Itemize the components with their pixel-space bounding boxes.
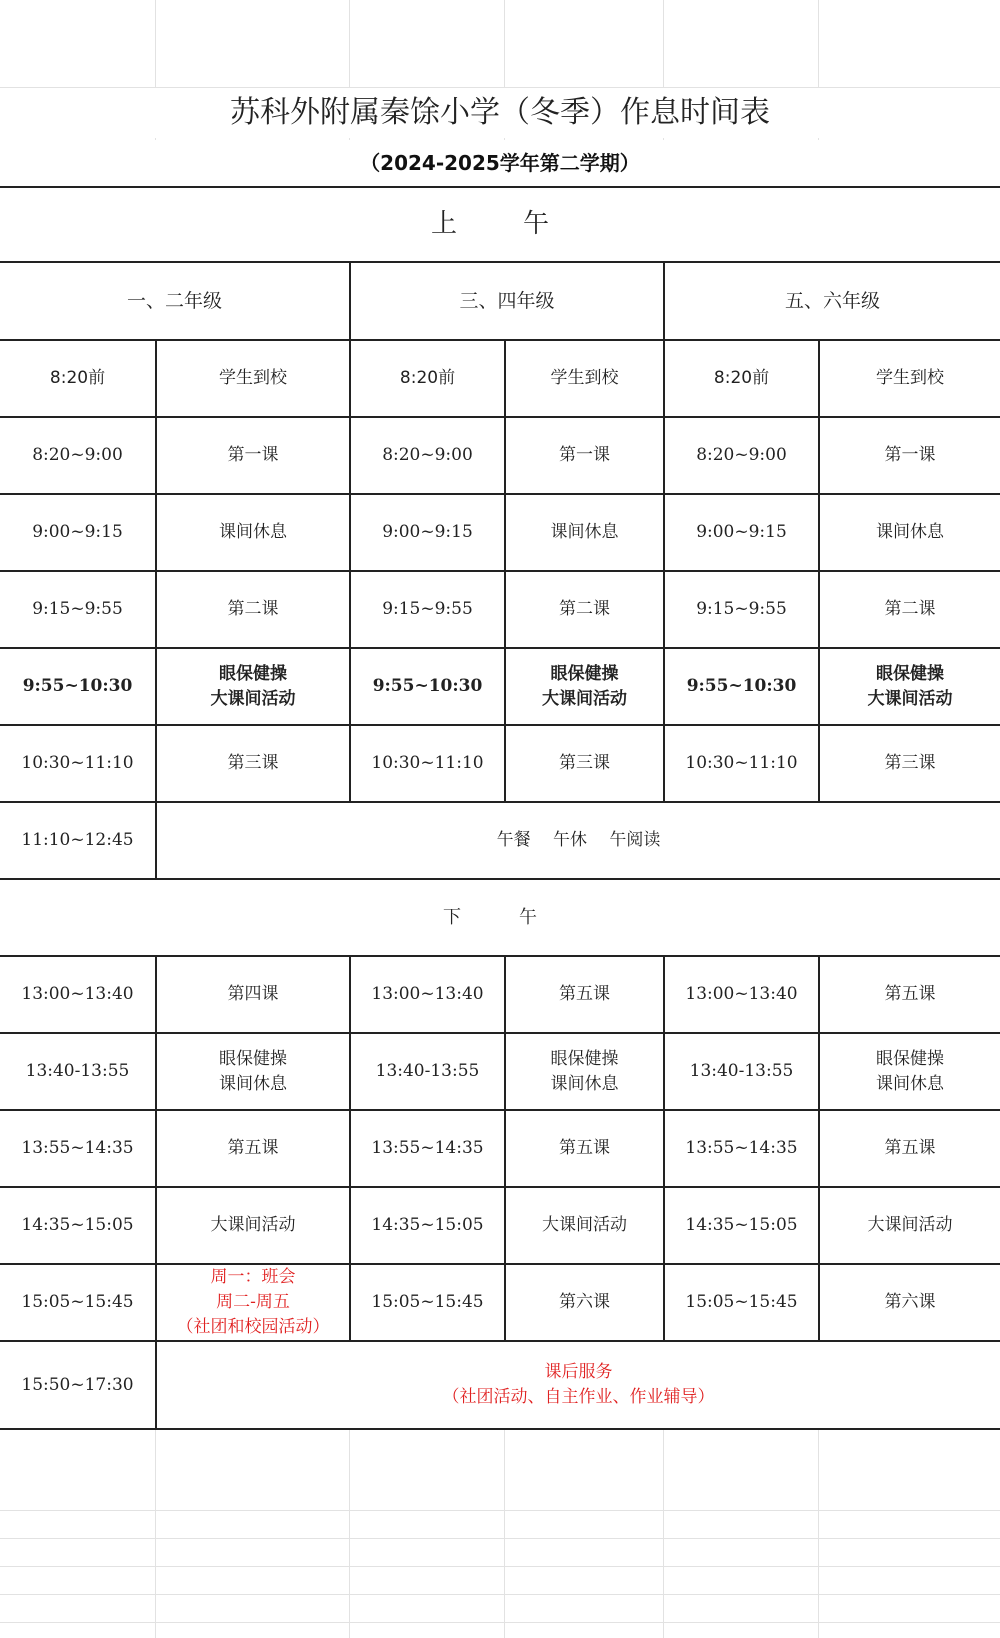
activity-cell xyxy=(819,1264,1000,1341)
time-cell: 10:30~11:10 xyxy=(0,725,156,802)
table-row xyxy=(0,1110,1000,1187)
time-cell: 13:40-13:55 xyxy=(0,1033,156,1110)
morning-heading: 上 午 xyxy=(0,187,1000,262)
activity-cell-line: 第五课 xyxy=(559,1138,610,1158)
activity-cell xyxy=(156,725,350,802)
activity-cell xyxy=(156,1264,350,1341)
table-row xyxy=(0,725,1000,802)
time-cell: 8:20~9:00 xyxy=(664,417,819,494)
activity-cell xyxy=(819,417,1000,494)
table-row xyxy=(0,1033,1000,1110)
time-cell: 9:55~10:30 xyxy=(350,648,505,725)
activity-cell-line: 第三课 xyxy=(559,753,610,773)
time-cell: 11:10~12:45 xyxy=(0,802,156,879)
activity-cell-line: 第二课 xyxy=(227,599,279,619)
activity-cell xyxy=(819,494,1000,571)
activity-cell-line: 第一课 xyxy=(884,445,936,465)
activity-cell-line: 第三课 xyxy=(884,753,936,773)
grade-header: 五、六年级 xyxy=(664,262,1000,340)
activity-cell xyxy=(505,725,664,802)
time-cell: 13:00~13:40 xyxy=(350,956,505,1033)
activity-cell xyxy=(156,648,350,725)
activity-cell-line: 大课间活动 xyxy=(542,1215,627,1235)
activity-cell-line: 大课间活动 xyxy=(867,1215,953,1235)
page-subtitle: （2024-2025学年第二学期） xyxy=(0,140,1000,186)
activity-cell-line: 第五课 xyxy=(884,984,936,1004)
activity-cell-line: （社团和校园活动） xyxy=(176,1317,330,1337)
grade-header: 一、二年级 xyxy=(0,262,350,340)
after-school-row xyxy=(0,1341,1000,1429)
activity-cell xyxy=(505,1187,664,1264)
time-cell: 15:05~15:45 xyxy=(350,1264,505,1341)
table-row xyxy=(0,417,1000,494)
table-row xyxy=(0,956,1000,1033)
activity-cell-line: 第五课 xyxy=(884,1138,936,1158)
activity-cell-line: 眼保健操 xyxy=(550,1048,619,1069)
activity-cell-line: 大课间活动 xyxy=(542,688,627,709)
activity-cell-line: 眼保健操 xyxy=(876,663,945,684)
grade-header: 三、四年级 xyxy=(350,262,664,340)
activity-cell-line: 课间休息 xyxy=(219,1073,287,1094)
time-cell: 8:20~9:00 xyxy=(350,417,505,494)
activity-cell xyxy=(156,1110,350,1187)
time-cell: 13:40-13:55 xyxy=(350,1033,505,1110)
time-cell: 9:15~9:55 xyxy=(0,571,156,648)
time-cell: 13:55~14:35 xyxy=(0,1110,156,1187)
time-cell: 9:00~9:15 xyxy=(0,494,156,571)
table-row xyxy=(0,648,1000,725)
activity-cell-line: 课间休息 xyxy=(550,1073,619,1094)
activity-cell-line: 第三课 xyxy=(227,753,279,773)
activity-cell xyxy=(505,648,664,725)
activity-cell-line: 眼保健操 xyxy=(219,663,287,684)
activity-cell-line: 课间休息 xyxy=(219,522,287,542)
lunch-activity: 午餐 午休 午阅读 xyxy=(156,802,1000,879)
activity-cell xyxy=(819,956,1000,1033)
activity-cell-line: 眼保健操 xyxy=(876,1048,945,1069)
activity-cell-line: 课间休息 xyxy=(876,522,945,542)
time-cell: 13:40-13:55 xyxy=(664,1033,819,1110)
table-row xyxy=(0,494,1000,571)
activity-cell xyxy=(505,956,664,1033)
activity-cell-line: 第四课 xyxy=(227,984,279,1004)
activity-cell xyxy=(156,1187,350,1264)
time-cell: 13:55~14:35 xyxy=(664,1110,819,1187)
time-cell: 9:15~9:55 xyxy=(664,571,819,648)
grade-header-row xyxy=(0,262,1000,340)
activity-cell-line: 第五课 xyxy=(559,984,610,1004)
activity-cell xyxy=(505,571,664,648)
table-row xyxy=(0,1264,1000,1341)
activity-cell xyxy=(505,417,664,494)
activity-cell-line: 眼保健操 xyxy=(550,663,619,684)
time-cell: 10:30~11:10 xyxy=(664,725,819,802)
morning-header-row xyxy=(0,187,1000,262)
time-cell: 13:00~13:40 xyxy=(664,956,819,1033)
activity-cell-line: 第六课 xyxy=(884,1292,936,1312)
activity-cell xyxy=(156,571,350,648)
page-title: 苏科外附属秦馀小学（冬季）作息时间表 xyxy=(0,88,1000,138)
activity-cell-line: 第一课 xyxy=(227,445,279,465)
activity-cell xyxy=(819,1033,1000,1110)
time-cell: 8:20前 xyxy=(664,340,819,417)
time-cell: 8:20前 xyxy=(0,340,156,417)
time-cell: 10:30~11:10 xyxy=(350,725,505,802)
activity-cell xyxy=(156,494,350,571)
activity-cell xyxy=(819,1187,1000,1264)
after-school-activity xyxy=(156,1341,1000,1429)
activity-cell-line: 眼保健操 xyxy=(219,1048,287,1069)
activity-cell-line: 第二课 xyxy=(559,599,610,619)
activity-cell xyxy=(819,648,1000,725)
activity-cell-line: 学生到校 xyxy=(550,368,619,388)
activity-cell xyxy=(505,340,664,417)
after-school-title: 课后服务 xyxy=(544,1362,613,1382)
time-cell: 14:35~15:05 xyxy=(350,1187,505,1264)
activity-cell-line: 第六课 xyxy=(559,1292,610,1312)
table-row xyxy=(0,340,1000,417)
activity-cell-line: 课间休息 xyxy=(876,1073,945,1094)
activity-cell xyxy=(505,1110,664,1187)
activity-cell-line: 周一：班会 xyxy=(210,1267,296,1287)
time-cell: 9:00~9:15 xyxy=(350,494,505,571)
activity-cell-line: 第二课 xyxy=(884,599,936,619)
afternoon-heading: 下 午 xyxy=(0,879,1000,956)
time-cell: 8:20~9:00 xyxy=(0,417,156,494)
activity-cell xyxy=(156,1033,350,1110)
time-cell: 14:35~15:05 xyxy=(664,1187,819,1264)
time-cell: 9:00~9:15 xyxy=(664,494,819,571)
activity-cell xyxy=(819,571,1000,648)
activity-cell-line: 第一课 xyxy=(559,445,610,465)
time-cell: 9:55~10:30 xyxy=(664,648,819,725)
time-cell: 9:55~10:30 xyxy=(0,648,156,725)
time-cell: 15:05~15:45 xyxy=(664,1264,819,1341)
activity-cell-line: 大课间活动 xyxy=(210,1215,296,1235)
activity-cell xyxy=(819,1110,1000,1187)
activity-cell-line: 大课间活动 xyxy=(867,688,953,709)
activity-cell-line: 学生到校 xyxy=(219,368,287,388)
time-cell: 14:35~15:05 xyxy=(0,1187,156,1264)
activity-cell-line: 大课间活动 xyxy=(210,688,296,709)
activity-cell xyxy=(505,1264,664,1341)
time-cell: 8:20前 xyxy=(350,340,505,417)
afternoon-header-row xyxy=(0,879,1000,956)
activity-cell xyxy=(156,417,350,494)
activity-cell xyxy=(156,956,350,1033)
activity-cell-line: 第五课 xyxy=(227,1138,279,1158)
activity-cell xyxy=(819,340,1000,417)
activity-cell xyxy=(505,494,664,571)
time-cell: 9:15~9:55 xyxy=(350,571,505,648)
after-school-detail: （社团活动、自主作业、作业辅导） xyxy=(442,1387,715,1407)
time-cell: 13:00~13:40 xyxy=(0,956,156,1033)
activity-cell xyxy=(819,725,1000,802)
table-row xyxy=(0,571,1000,648)
lunch-row xyxy=(0,802,1000,879)
time-cell: 15:50~17:30 xyxy=(0,1341,156,1429)
schedule-table xyxy=(0,186,1000,1430)
activity-cell xyxy=(156,340,350,417)
activity-cell-line: 周二-周五 xyxy=(216,1292,290,1312)
time-cell: 13:55~14:35 xyxy=(350,1110,505,1187)
activity-cell-line: 课间休息 xyxy=(550,522,619,542)
time-cell: 15:05~15:45 xyxy=(0,1264,156,1341)
activity-cell xyxy=(505,1033,664,1110)
activity-cell-line: 学生到校 xyxy=(876,368,945,388)
table-row xyxy=(0,1187,1000,1264)
